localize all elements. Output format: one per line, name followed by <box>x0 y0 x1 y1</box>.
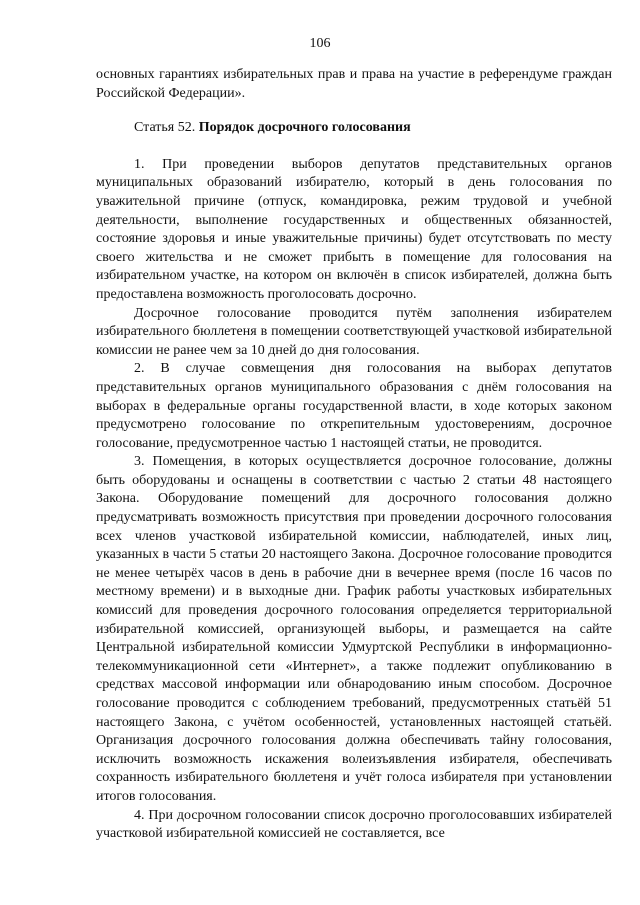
page-number: 106 <box>309 36 331 51</box>
document-body <box>96 66 612 844</box>
paragraph-2: 2. В случае совмещения дня голосования на выборах депутатов представительных органов муниципального образования с днём голосования на выборах в федеральные органы государственной власти, в ходе которых законом предусмотрено голосование по открепительным удостоверениям, досрочное голосование, предусмотренное частью 1 настоящей статьи, не проводится. <box>96 361 612 451</box>
paragraph-3: 3. Помещения, в которых осуществляется досрочное голосование, должны быть оборудованы и оснащены в соответствии с частью 2 статьи 48 настоящего Закона. Оборудование помещений для досрочного голосования должно предусматривать возможность присутствия при проведении досрочного голосования всех членов участковой избирательной комиссии, наблюдателей, иных лиц, указанных в части 5 статьи 20 настоящего Закона. Досрочное голосование проводится не менее четырёх часов в день в рабочие дни в вечернее время (после 16 часов по местному времени) и в выходные дни. График работы участковых избирательных комиссий для проведения досрочного голосования определяется территориальной избирательной комиссией, организующей выборы, и размещается на сайте Центральной избирательной комиссии Удмуртской Республики в информационно-телекоммуникационной сети «Интернет», а также подлежит опубликованию в средствах массовой информации или обнародованию иным способом. Досрочное голосование проводится с соблюдением требований, предусмотренных статьёй 51 настоящего Закона, с учётом особенностей, установленных настоящей статьёй. Организация досрочного голосования должна обеспечивать тайну голосования, исключить возможность искажения волеизъявления избирателя, обеспечивать сохранность избирательного бюллетеня и учёт голоса избирателя при установлении итогов голосования. <box>96 454 612 804</box>
article-heading <box>96 119 612 138</box>
article-title: Порядок досрочного голосования <box>198 120 411 136</box>
paragraph-4: 4. При досрочном голосовании список досрочно проголосовавших избирателей участковой избирательной комиссией не составляется, все <box>96 807 612 842</box>
intro-paragraph: основных гарантиях избирательных прав и права на участие в референдуме граждан Российской Федерации». <box>96 67 612 101</box>
article-label: Статья 52. <box>134 120 196 136</box>
paragraph-1-continuation: Досрочное голосование проводится путём заполнения избирателем избирательного бюллетеня в помещении соответствующей участковой избирательной комиссии не ранее чем за 10 дней до дня голосования. <box>96 305 612 358</box>
paragraph-1: 1. При проведении выборов депутатов представительных органов муниципальных образований избирателю, который в день голосования по уважительной причине (отпуск, командировка, режим трудовой и учебной деятельности, выполнение государственных и общественных обязанностей, состояние здоровья и иные уважительные причины) будет отсутствовать по месту своего жительства и не сможет прибыть в помещение для голосования на избирательном участке, на котором он включён в список избирателей, должна быть предоставлена возможность проголосовать досрочно. <box>96 156 612 302</box>
